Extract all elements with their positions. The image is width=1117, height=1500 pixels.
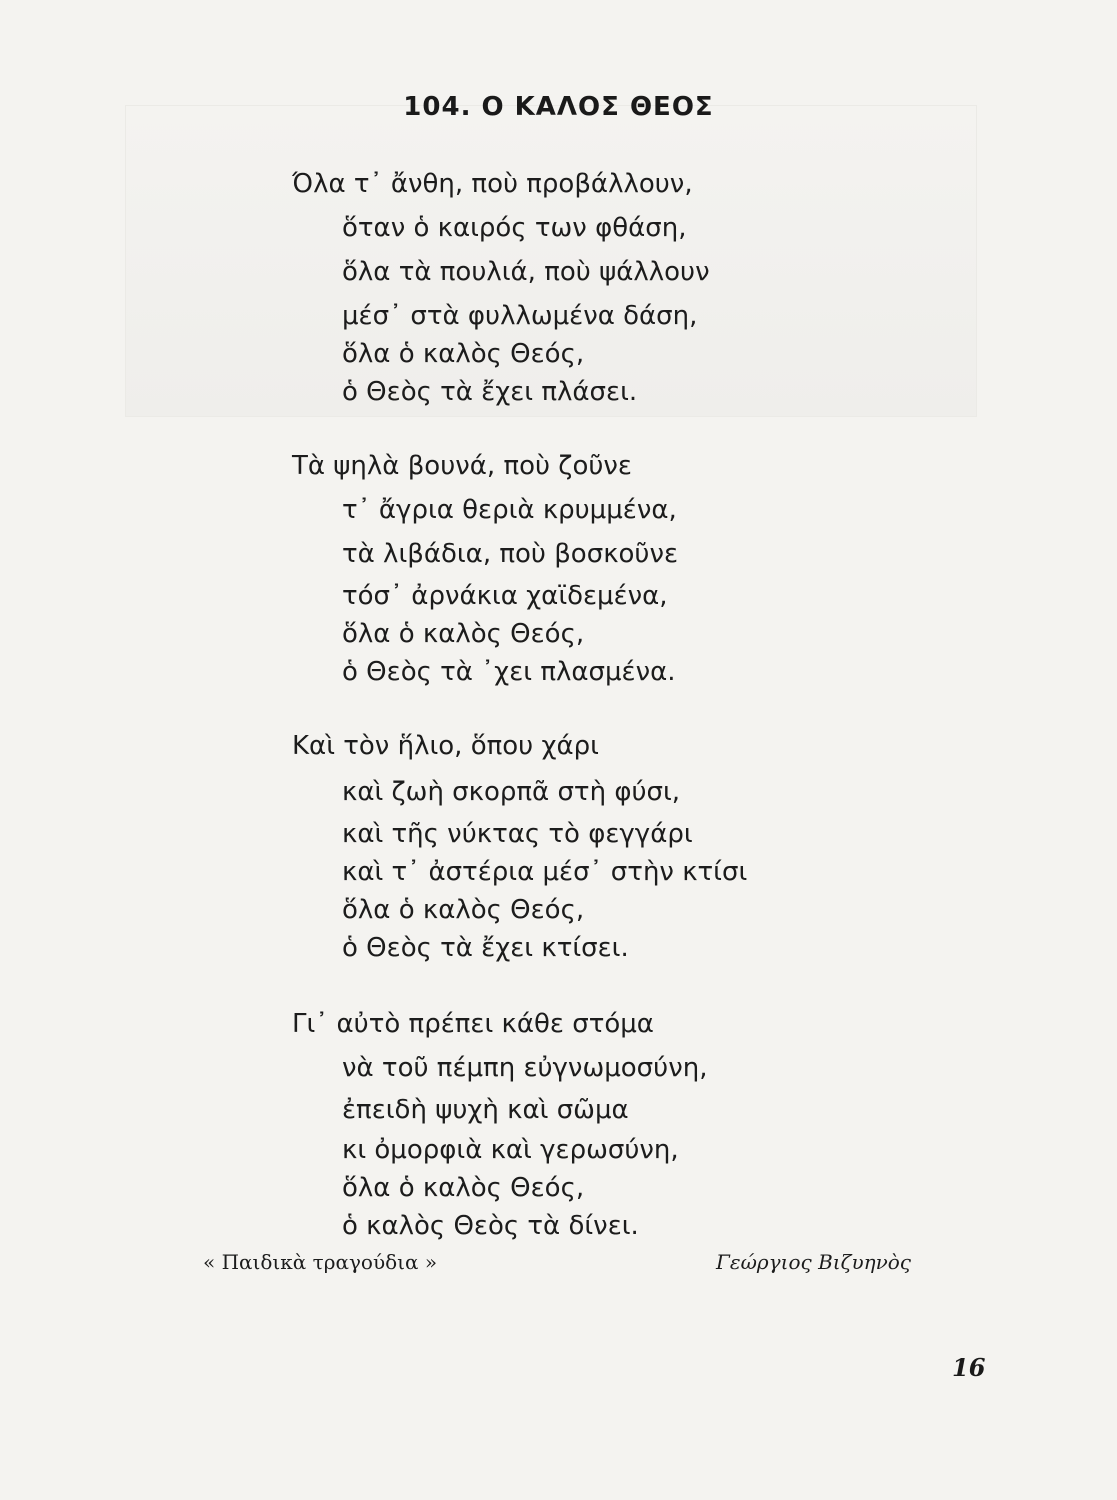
- poem-line: καὶ τ᾽ ἀστέρια μέσ᾽ στὴν κτίσι: [342, 857, 748, 887]
- poem-line: ὁ καλὸς Θεὸς τὰ δίνει.: [342, 1211, 639, 1241]
- poem-line: καὶ τῆς νύκτας τὸ φεγγάρι: [342, 819, 693, 849]
- poem-line: Όλα τ᾽ ἄνθη, ποὺ προβάλλουν,: [292, 169, 693, 199]
- poem-line: ὅλα ὁ καλὸς Θεός,: [342, 895, 585, 925]
- poem-line: ὅλα ὁ καλὸς Θεός,: [342, 619, 585, 649]
- poem-line: ὁ Θεὸς τὰ ᾽χει πλασμένα.: [342, 657, 676, 687]
- author-name: Γεώργιος Βιζυηνὸς: [716, 1250, 911, 1274]
- poem-line: ὅλα ὁ καλὸς Θεός,: [342, 339, 585, 369]
- poem-line: ὁ Θεὸς τὰ ἔχει πλάσει.: [342, 377, 638, 407]
- page-number: 16: [952, 1353, 986, 1382]
- poem-line: ὁ Θεὸς τὰ ἔχει κτίσει.: [342, 933, 629, 963]
- poem-line: ὅταν ὁ καιρός των φθάση,: [342, 213, 687, 243]
- poem-line: κι ὀμορφιὰ καὶ γερωσύνη,: [342, 1135, 679, 1165]
- poem-line: Καὶ τὸν ἥλιο, ὅπου χάρι: [292, 731, 599, 761]
- poem-line: ἐπειδὴ ψυχὴ καὶ σῶμα: [342, 1095, 629, 1125]
- source-citation: « Παιδικὰ τραγούδια »: [203, 1250, 438, 1274]
- poem-line: ὅλα τὰ πουλιά, ποὺ ψάλλουν: [342, 257, 710, 287]
- poem-line: ὅλα ὁ καλὸς Θεός,: [342, 1173, 585, 1203]
- poem-line: καὶ ζωὴ σκορπᾶ στὴ φύσι,: [342, 777, 681, 807]
- poem-line: νὰ τοῦ πέμπη εὐγνωμοσύνη,: [342, 1053, 708, 1083]
- poem-line: τόσ᾽ ἀρνάκια χαϊδεμένα,: [342, 581, 668, 611]
- poem-line: Τὰ ψηλὰ βουνά, ποὺ ζοῦνε: [292, 451, 632, 481]
- poem-line: τ᾽ ἄγρια θεριὰ κρυμμένα,: [342, 495, 677, 525]
- poem-line: Γι᾽ αὐτὸ πρέπει κάθε στόμα: [292, 1009, 654, 1039]
- poem-line: μέσ᾽ στὰ φυλλωμένα δάση,: [342, 301, 698, 331]
- poem-title: 104. Ο ΚΑΛΟΣ ΘΕΟΣ: [403, 92, 714, 122]
- poem-line: τὰ λιβάδια, ποὺ βοσκοῦνε: [342, 539, 679, 569]
